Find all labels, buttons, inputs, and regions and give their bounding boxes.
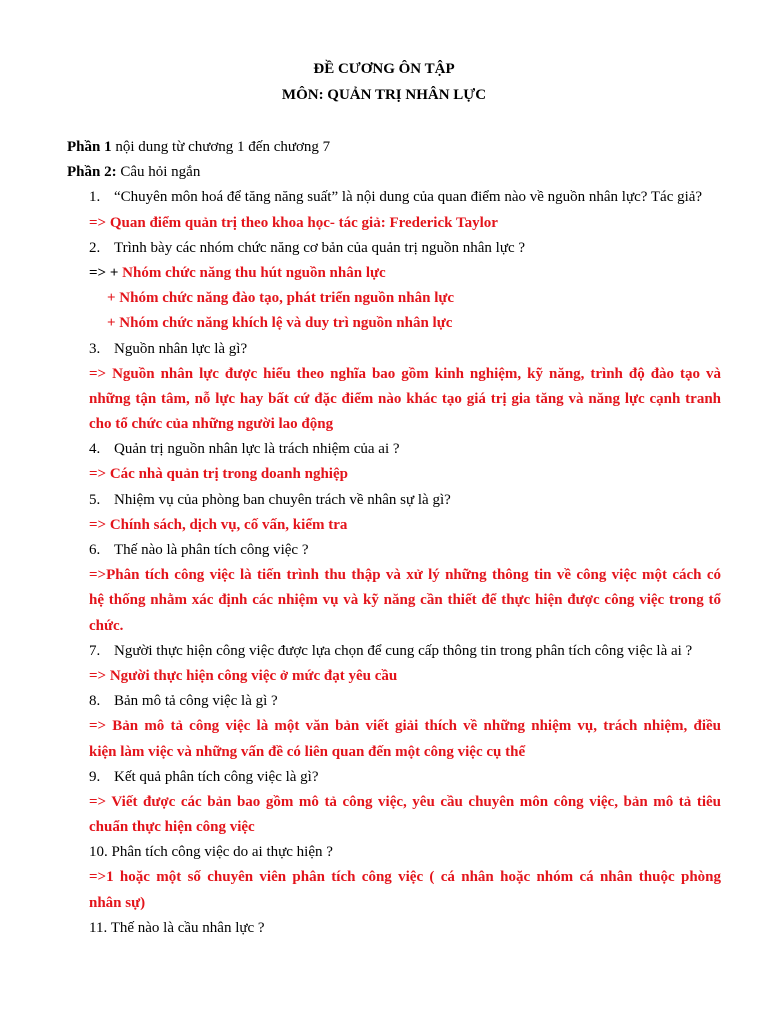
question-10 [89, 840, 721, 865]
answer-6-line-1: =>Phân tích công việc là tiến trình thu thập và xử lý những thông tin về công việc một cách có [89, 567, 721, 584]
answer-prefix: => + [89, 264, 119, 281]
question-number: 6. [89, 542, 101, 558]
part-2-text: Câu hỏi ngắn [116, 164, 201, 181]
question-text: Nguồn nhân lực là gì? [114, 340, 248, 357]
answer-2-line-1 [89, 261, 721, 286]
answer-2-line-2: + Nhóm chức năng đào tạo, phát triển nguồn nhân lực [107, 290, 455, 307]
question-6 [89, 538, 721, 563]
question-5 [89, 488, 721, 513]
answer-10-line-2: nhân sự) [89, 894, 146, 911]
part-1-text: nội dung từ chương 1 đến chương 7 [111, 139, 331, 155]
answer-6-line-2: hệ thống nhằm xác định các nhiệm vụ và kỹ năng cần thiết để thực hiện được công việc trong tổ [89, 592, 721, 609]
question-number: 2. [89, 239, 101, 256]
question-text: Kết quả phân tích công việc là gì? [114, 768, 319, 785]
part-1-line [67, 135, 721, 160]
answer-2-line-3: + Nhóm chức năng khích lệ và duy trì nguồn nhân lực [107, 315, 453, 332]
question-11 [89, 916, 721, 941]
question-text: Thế nào là cầu nhân lực ? [110, 919, 265, 936]
answer-text: Nhóm chức năng thu hút nguồn nhân lực [118, 264, 386, 281]
document-body [67, 135, 721, 941]
question-number: 11. [89, 919, 108, 936]
question-text: Phân tích công việc do ai thực hiện ? [111, 844, 333, 861]
answer-3-line-1: => Nguồn nhân lực được hiểu theo nghĩa bao gồm kinh nghiệm, kỹ năng, trình độ đào tạo và [89, 365, 721, 382]
question-number: 4. [89, 441, 101, 458]
question-number: 10. [89, 844, 108, 861]
question-7 [89, 639, 721, 664]
answer-6-line-3: chức. [89, 617, 124, 634]
question-3 [89, 337, 721, 362]
subject-title: MÔN: QUẢN TRỊ NHÂN LỰC [281, 87, 487, 103]
answer-4-line-1: => Các nhà quản trị trong doanh nghiệp [89, 466, 348, 483]
question-text: Thế nào là phân tích công việc ? [114, 542, 309, 558]
question-1 [89, 185, 721, 210]
question-2 [89, 236, 721, 261]
question-4 [89, 437, 721, 462]
answer-5-line-1: => Chính sách, dịch vụ, cố vấn, kiểm tra [89, 516, 348, 533]
part-2-line [67, 160, 721, 185]
question-9 [89, 765, 721, 790]
question-text: “Chuyên môn hoá để tăng năng suất” là nội dung của quan điểm nào về nguồn nhân lực? Tác giả? [114, 189, 703, 206]
question-8 [89, 689, 721, 714]
answer-10-line-1: =>1 hoặc một số chuyên viên phân tích công việc ( cá nhân hoặc nhóm cá nhân thuộc phòng [89, 869, 721, 886]
answer-9-line-2: chuẩn thực hiện công việc [89, 819, 255, 836]
answer-1-line-1: => Quan điểm quản trị theo khoa học- tác giả: Frederick Taylor [89, 214, 498, 231]
part-2-label: Phần 2: [67, 164, 117, 181]
question-number: 1. [89, 189, 101, 206]
question-number: 3. [89, 340, 101, 357]
question-text: Quản trị nguồn nhân lực là trách nhiệm của ai ? [114, 441, 400, 458]
question-number: 7. [89, 642, 101, 659]
question-text: Bản mô tả công việc là gì ? [114, 693, 278, 710]
part-1-label: Phần 1 [67, 139, 112, 155]
question-number: 5. [89, 491, 101, 508]
answer-9-line-1: => Viết được các bản bao gồm mô tả công việc, yêu cầu chuyên môn công việc, bản mô tả tiêu [89, 793, 721, 810]
answer-3-line-3: cho tổ chức của những người lao động [89, 416, 334, 433]
question-number: 8. [89, 693, 101, 710]
question-text: Nhiệm vụ của phòng ban chuyên trách về nhân sự là gì? [114, 491, 451, 508]
question-number: 9. [89, 768, 101, 785]
answer-8-line-2: kiện làm việc và những vấn đề có liên quan đến một công việc cụ thể [89, 743, 526, 760]
answer-8-line-1: => Bản mô tả công việc là một văn bản viết giải thích về những nhiệm vụ, trách nhiệm, điều [89, 718, 721, 735]
question-text: Người thực hiện công việc được lựa chọn để cung cấp thông tin trong phân tích công việc là ai ? [114, 642, 693, 659]
answer-3-line-2: những tận tâm, nỗ lực hay bất cứ đặc điểm nào khác tạo giá trị gia tăng và năng lực cạnh tranh [89, 390, 721, 407]
document-title: ĐỀ CƯƠNG ÔN TẬP [313, 61, 455, 77]
answer-7-line-1: => Người thực hiện công việc ở mức đạt yêu cầu [89, 667, 398, 684]
question-text: Trình bày các nhóm chức năng cơ bản của quản trị nguồn nhân lực ? [114, 239, 526, 256]
